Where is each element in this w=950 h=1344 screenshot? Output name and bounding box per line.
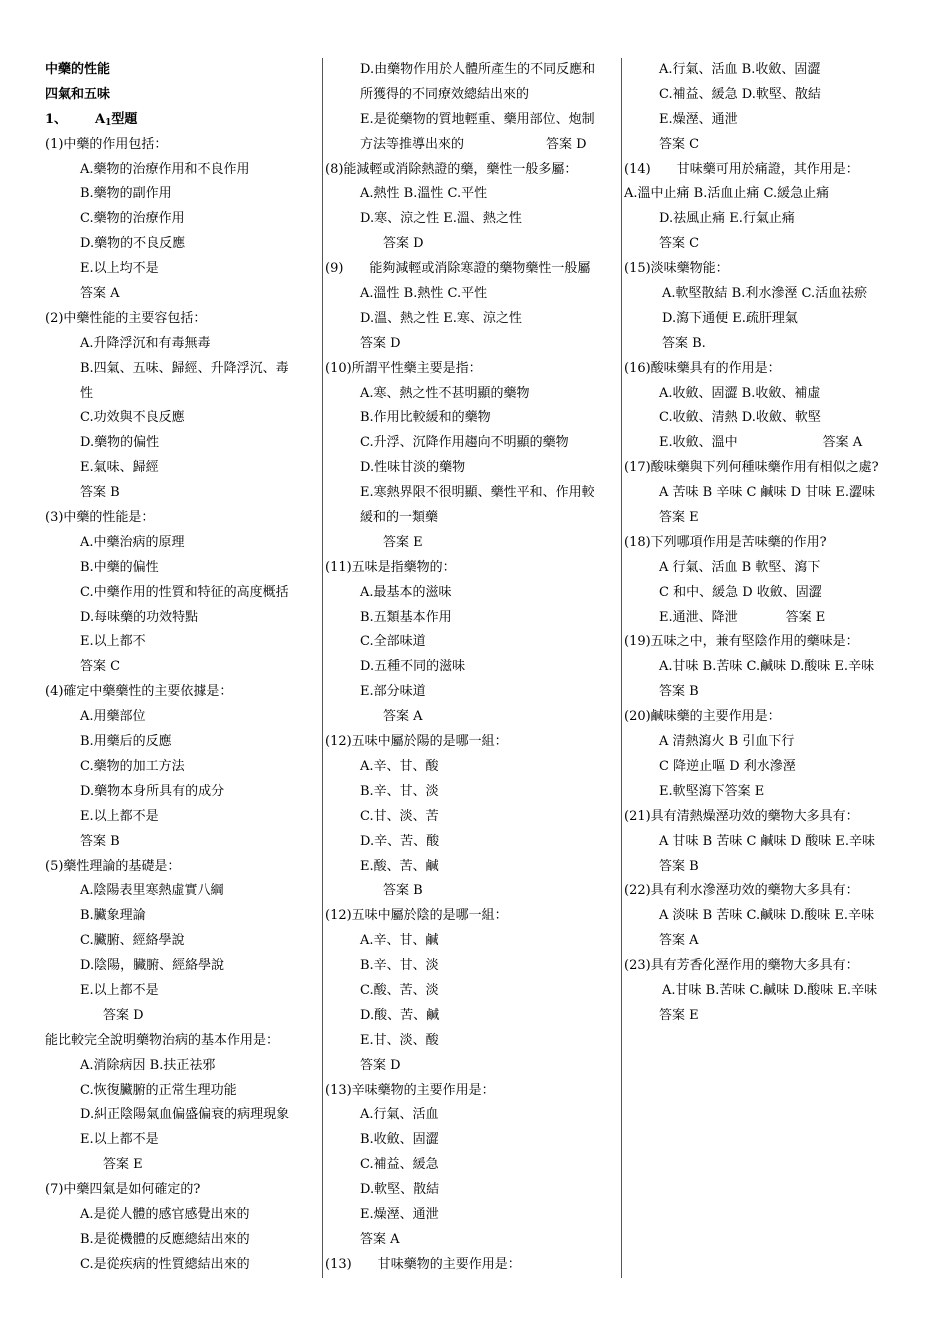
option: A.辛、甘、鹹 [360,933,439,949]
answer: 答案 B [80,485,120,501]
option: D.藥物的不良反應 [80,236,186,252]
option: D.藥物的偏性 [80,435,160,451]
doc-subtitle: 四氣和五味 [45,86,111,102]
question: (1)中藥的作用包括： [45,136,168,152]
option-text: E.收斂、溫中 [659,435,738,451]
option: C.臟腑、經絡學說 [80,933,185,949]
question [624,158,924,183]
option: E.是從藥物的質地輕重、藥用部位、炮制 [360,111,595,127]
option: E.甘、淡、酸 [360,1032,439,1048]
question: (13)辛味藥物的主要作用是： [325,1082,495,1098]
option: B.藥物的副作用 [80,186,172,202]
question: (22)具有利水滲溼功效的藥物大多具有： [624,883,859,899]
answer: 答案 D [103,1007,144,1023]
question: (19)五味之中，兼有堅陰作用的藥味是： [624,634,859,650]
section-label: 型題 [111,111,138,127]
option: A.升降浮沉和有毒無毒 [80,335,211,351]
option: B.辛、甘、淡 [360,783,439,799]
question [325,257,620,282]
option: C.補益、緩急 D.軟堅、散結 [659,86,821,102]
question-number: (9) [325,261,344,277]
answer: 答案 D [360,335,401,351]
answer: 答案 B [80,833,120,849]
answer: 答案 D [546,136,587,152]
option: D.溫、熱之性 E.寒、涼之性 [360,310,522,326]
answer: 答案 A [383,709,423,725]
answer: 答案 B. [662,335,706,351]
question: (23)具有芳香化溼作用的藥物大多具有： [624,958,859,974]
option: C.全部味道 [360,634,426,650]
option: B.辛、甘、淡 [360,958,439,974]
answer: 答案 C [659,136,700,152]
doc-title: 中藥的性能 [45,62,111,77]
section-number: 1、 [45,111,68,127]
question: (15)淡味藥物能： [624,261,729,277]
option: E.以上都不是 [80,1132,159,1148]
column-divider [621,58,622,1278]
question: (12)五味中屬於陽的是哪一組： [325,734,508,750]
option: A.收斂、固澀 B.收斂、補虛 [659,385,821,401]
question [325,1253,620,1278]
option-continued: 所獲得的不同療效總結出來的 [360,86,530,102]
option: D.祛風止痛 E.行氣止痛 [659,211,795,227]
answer: 答案 E [383,534,423,550]
option: A.陰陽表里寒熱虛實八綱 [80,883,224,899]
option: C 和中、緩急 D 收斂、固澀 [659,584,822,600]
option: D.五種不同的滋味 [360,659,466,675]
option: B.是從機體的反應總結出來的 [80,1231,250,1247]
question-number: (14) [624,161,651,177]
option: E.軟堅瀉下答案 E [659,783,765,799]
option: E.以上都不 [80,634,146,650]
column-2 [325,58,620,1278]
option: D.性味甘淡的藥物 [360,460,466,476]
answer: 答案 D [383,236,424,252]
answer: 答案 A [822,435,863,451]
option: A.藥物的治療作用和不良作用 [80,161,250,177]
option: D.軟堅、散結 [360,1182,440,1198]
question: (8)能減輕或消除熱證的藥，藥性一般多屬： [325,161,578,177]
option: E.以上都不是 [80,982,159,998]
option: E.寒熱界限不很明顯、藥性平和、作用較 [360,485,595,501]
answer: 答案 C [659,236,700,252]
option: C.酸、苦、淡 [360,982,439,998]
option: A.甘味 B.苦味 C.鹹味 D.酸味 E.辛味 [659,659,875,675]
option: A.行氣、活血 [360,1107,439,1123]
section-heading [45,108,322,133]
answer: 答案 A [659,933,699,949]
option: B.四氣、五味、歸經、升降浮沉、毒 [80,360,289,376]
answer: 答案 A [80,286,120,302]
option: A 苦味 B 辛味 C 鹹味 D 甘味 E.澀味 [659,485,875,501]
option: D.瀉下通便 E.疏肝理氣 [662,310,798,326]
option: A.行氣、活血 B.收斂、固澀 [659,62,821,77]
question: 能比較完全說明藥物治病的基本作用是： [45,1032,280,1048]
option: A.是從人體的感官感覺出來的 [80,1206,250,1222]
option: A.溫中止痛 B.活血止痛 C.緩急止痛 [624,186,830,202]
question-text: 甘味藥可用於痛證，其作用是： [676,161,859,177]
option-continued: 緩和的一類藥 [360,510,439,526]
option: E.以上都不是 [80,808,159,824]
option-continued: 性 [80,385,94,401]
option: D.每味藥的功效特點 [80,609,199,625]
option: E.燥溼、通泄 [360,1206,439,1222]
option: C 降逆止嘔 D 利水滲溼 [659,758,796,774]
option: D.由藥物作用於人體所產生的不同反應和 [360,62,596,77]
option: A.消除病因 B.扶正祛邪 [80,1057,216,1073]
option: E.氣味、歸經 [80,460,159,476]
answer: 答案 C [80,659,121,675]
option: A.寒、熱之性不甚明顯的藥物 [360,385,530,401]
option: C.收斂、清熱 D.收斂、軟堅 [659,410,821,426]
question: (2)中藥性能的主要容包括： [45,310,207,326]
option: D.辛、苦、酸 [360,833,440,849]
answer: 答案 E [103,1157,143,1173]
answer: 答案 E [659,510,699,526]
option: E.以上均不是 [80,261,159,277]
question: (20)鹹味藥的主要作用是： [624,709,781,725]
question-text: 能夠減輕或消除寒證的藥物藥性一般屬 [369,261,591,277]
option: E.酸、苦、鹹 [360,858,439,874]
column-1 [45,58,322,1278]
option: A.軟堅散結 B.利水滲溼 C.活血祛瘀 [662,286,868,302]
column-3 [624,58,924,1029]
answer: 答案 B [659,858,699,874]
option: C.升浮、沉降作用趨向不明顯的藥物 [360,435,569,451]
option [624,606,924,631]
question-text: 甘味藥物的主要作用是： [377,1256,521,1272]
question: (5)藥性理論的基礎是： [45,858,181,874]
answer: 答案 B [383,883,423,899]
option: C.補益、緩急 [360,1157,439,1173]
column-divider [322,58,323,1278]
answer: 答案 E [785,609,826,625]
question: (16)酸味藥具有的作用是： [624,360,781,376]
option: C.中藥作用的性質和特征的高度概括 [80,584,289,600]
question-number: (13) [325,1256,352,1272]
question: (11)五味是指藥物的： [325,559,456,575]
option-text: E.通泄、降泄 [659,609,738,625]
option: A 淡味 B 苦味 C.鹹味 D.酸味 E.辛味 [659,908,875,924]
question: (12)五味中屬於陰的是哪一組： [325,908,508,924]
option: A.甘味 B.苦味 C.鹹味 D.酸味 E.辛味 [662,982,878,998]
option: B.臟象理論 [80,908,146,924]
option: A.溫性 B.熱性 C.平性 [360,286,488,302]
section-letter: A [95,111,106,127]
option: E.部分味道 [360,684,426,700]
option: A.用藥部位 [80,709,146,725]
answer: 答案 E [659,1007,699,1023]
option: B.用藥后的反應 [80,734,172,750]
option: C.功效與不良反應 [80,410,185,426]
option: A.最基本的滋味 [360,584,452,600]
option-continued [325,133,620,158]
question: (4)確定中藥藥性的主要依據是： [45,684,233,700]
option: B.收斂、固澀 [360,1132,439,1148]
section-subscript: 1 [105,117,112,128]
option: A 行氣、活血 B 軟堅、瀉下 [659,559,821,575]
option: D.藥物本身所具有的成分 [80,783,225,799]
option: A 清熱瀉火 B 引血下行 [659,734,795,750]
answer: 答案 D [360,1057,401,1073]
option: B.作用比較緩和的藥物 [360,410,491,426]
option: C.恢復臟腑的正常生理功能 [80,1082,237,1098]
option: A.中藥治病的原理 [80,534,185,550]
question: (18)下列哪項作用是苦味藥的作用? [624,534,827,550]
option: B.中藥的偏性 [80,559,159,575]
option: E.燥溼、通泄 [659,111,738,127]
option [624,431,924,456]
option: A.辛、甘、酸 [360,758,439,774]
answer: 答案 A [360,1231,400,1247]
question: (7)中藥四氣是如何確定的? [45,1182,201,1198]
answer: 答案 B [659,684,699,700]
option: C.甘、淡、苦 [360,808,439,824]
question: (3)中藥的性能是： [45,510,155,526]
question: (10)所謂平性藥主要是指： [325,360,482,376]
question: (21)具有清熱燥溼功效的藥物大多具有： [624,808,859,824]
option: D.糾正陰陽氣血偏盛偏衰的病理現象 [80,1107,290,1123]
option: B.五類基本作用 [360,609,452,625]
question: (17)酸味藥與下列何種味藥作用有相似之處? [624,460,879,476]
option: D.陰陽，臟腑、經絡學說 [80,958,225,974]
option: D.寒、涼之性 E.溫、熱之性 [360,211,522,227]
option: A.熱性 B.溫性 C.平性 [360,186,488,202]
option: A 甘味 B 苦味 C 鹹味 D 酸味 E.辛味 [659,833,875,849]
option: D.酸、苦、鹹 [360,1007,440,1023]
option: C.是從疾病的性質總結出來的 [80,1256,250,1272]
option: C.藥物的加工方法 [80,758,185,774]
option-text: 方法等推導出來的 [360,136,465,152]
option: C.藥物的治療作用 [80,211,185,227]
